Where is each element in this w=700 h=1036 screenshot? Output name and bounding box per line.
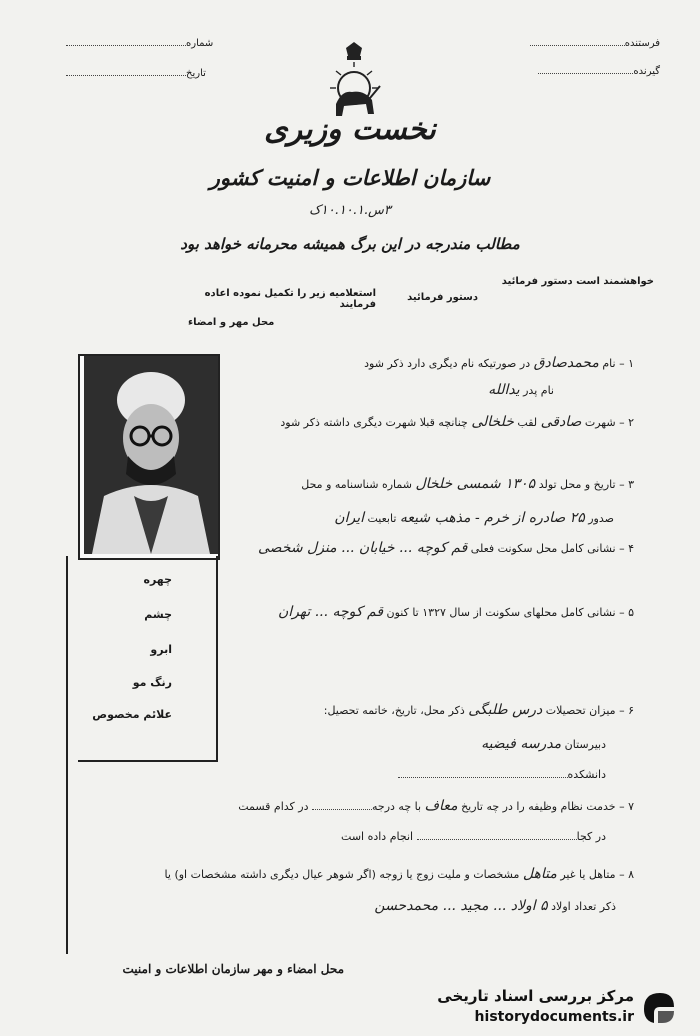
side-item: ابرو: [150, 643, 172, 656]
archive-logo-icon: [640, 989, 678, 1027]
field-surname: ۲ – شهرت صادقی لقب خلخالی چنانچه قبلا شهرت دیگری داشته ذکر شود: [280, 414, 634, 430]
watermark-title: مرکز بررسی اسناد تاریخی: [437, 987, 634, 1005]
date-label: تاریخ: [66, 68, 206, 79]
number-label: شماره: [66, 38, 213, 49]
footer-signature-place: محل امضاء و مهر سازمان اطلاعات و امنیت: [122, 962, 344, 976]
field-education: ۶ – میزان تحصیلات درس طلبگی ذکر محل، تاریخ، خاتمه تحصیل:: [323, 702, 634, 718]
side-item: چهره: [143, 573, 172, 586]
side-item: علائم مخصوص: [92, 708, 172, 721]
intro-seal-place: محل مهر و امضاء: [188, 317, 275, 328]
reference-number: ۳س.۱۰.۱۰.۱ک: [309, 203, 391, 218]
intro-complete-form: استعلامیه زیر را تکمیل نموده اعاده فرمایند: [204, 288, 376, 310]
side-box-right-line: [216, 556, 218, 762]
side-item: رنگ مو: [132, 676, 172, 689]
field-university: دانشکده: [398, 768, 606, 781]
lion-and-sun-emblem-icon: [322, 40, 386, 122]
field-military-service: ۷ – خدمت نظام وظیفه را در چه تاریخ معاف با چه درجه در کدام قسمت: [238, 798, 634, 814]
confidential-note: مطالب مندرجه در این برگ همیشه محرمانه خواهد بود: [180, 235, 520, 253]
document-title: نخست وزیری: [264, 112, 436, 147]
field-name: ۱ – نام محمدصادق در صورتیکه نام دیگری دارد ذکر شود: [364, 355, 634, 371]
document-subtitle: سازمان اطلاعات و امنیت کشور: [209, 165, 491, 190]
field-father-name: نام پدر یدالله: [488, 382, 554, 398]
watermark-url: historydocuments.ir: [474, 1009, 634, 1025]
field-birth: ۳ – تاریخ و محل تولد ۱۳۰۵ شمسی خلخال شماره شناسنامه و محل: [301, 476, 634, 492]
side-box-bottom-line: [78, 760, 218, 762]
receiver-label: گیرنده: [538, 66, 660, 77]
intro-order: دستور فرمائید: [407, 292, 478, 303]
sender-label: فرستنده: [530, 38, 660, 49]
field-current-address: ۴ – نشانی کامل محل سکونت فعلی قم کوچه ... خیابان ... منزل شخصی: [258, 540, 634, 556]
field-marital: ۸ – متاهل یا غیر متاهل مشخصات و ملیت زوج یا زوجه (اگر شوهر عیال دیگری داشته مشخصات او) یا: [164, 866, 634, 882]
watermark: [372, 985, 682, 1029]
portrait-photo: [84, 356, 218, 554]
photo-frame: [78, 354, 220, 560]
field-service-place: در کجا انجام داده است: [341, 830, 606, 843]
side-item: چشم: [144, 608, 172, 621]
field-issue: صدور ۲۵ صادره از خرم - مذهب شیعه تابعیت ایران: [334, 510, 614, 526]
field-past-addresses: ۵ – نشانی کامل محلهای سکونت از سال ۱۳۲۷ تا کنون قم کوچه ... تهران: [278, 604, 634, 620]
side-vertical-line: [66, 556, 68, 954]
field-children: ذکر تعداد اولاد ۵ اولاد ... مجید ... محمدحسن: [374, 898, 616, 914]
intro-request: خواهشمند است دستور فرمائید: [501, 276, 654, 287]
field-highschool: دبیرستان مدرسه فیضیه: [481, 736, 606, 752]
